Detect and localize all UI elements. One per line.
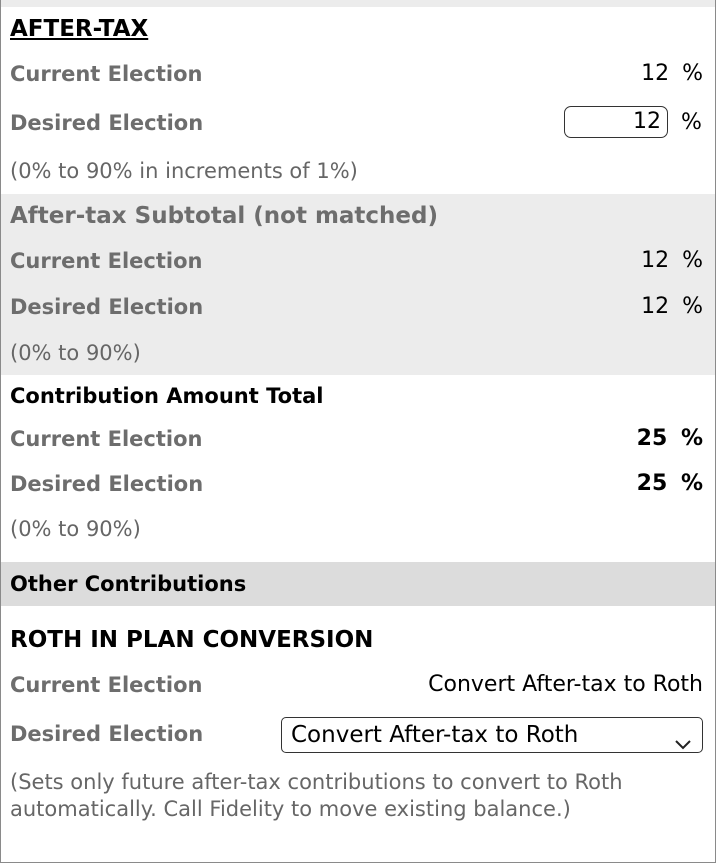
after-tax-current-label: Current Election bbox=[10, 62, 203, 86]
percent-unit: % bbox=[682, 248, 703, 273]
after-tax-subtotal-heading: After-tax Subtotal (not matched) bbox=[10, 203, 439, 229]
other-contributions-band bbox=[1, 562, 715, 606]
after-tax-range-hint: (0% to 90% in increments of 1%) bbox=[10, 159, 358, 183]
total-current-number: 25 bbox=[636, 426, 668, 451]
after-tax-current-number: 12 bbox=[641, 61, 670, 86]
percent-unit: % bbox=[682, 61, 703, 86]
total-desired-number: 25 bbox=[636, 471, 668, 496]
percent-unit: % bbox=[682, 294, 703, 319]
after-tax-desired-label: Desired Election bbox=[10, 111, 204, 135]
roth-hint-line-1: (Sets only future after-tax contributions to convert to Roth bbox=[10, 770, 623, 794]
percent-unit: % bbox=[680, 426, 703, 451]
after-tax-current-value bbox=[641, 61, 703, 86]
after-tax-desired-unit: % bbox=[681, 110, 702, 135]
total-current-value bbox=[637, 426, 703, 451]
after-tax-heading: AFTER-TAX bbox=[10, 16, 149, 42]
total-desired-value bbox=[637, 471, 703, 496]
roth-desired-label: Desired Election bbox=[10, 722, 204, 746]
roth-current-value: Convert After-tax to Roth bbox=[428, 672, 703, 697]
total-range-hint: (0% to 90%) bbox=[10, 517, 141, 541]
roth-current-label: Current Election bbox=[10, 673, 203, 697]
subtotal-range-hint: (0% to 90%) bbox=[10, 341, 141, 365]
chevron-down-icon bbox=[674, 728, 692, 762]
roth-desired-selected: Convert After-tax to Roth bbox=[291, 722, 579, 748]
subtotal-current-value bbox=[641, 248, 703, 273]
top-divider bbox=[1, 0, 715, 7]
subtotal-desired-number: 12 bbox=[641, 294, 670, 319]
roth-hint-line-2: automatically. Call Fidelity to move existing balance.) bbox=[10, 797, 571, 821]
other-contributions-heading: Other Contributions bbox=[10, 572, 247, 596]
contribution-total-heading: Contribution Amount Total bbox=[10, 384, 324, 408]
after-tax-subtotal-section bbox=[1, 194, 715, 375]
subtotal-desired-value bbox=[641, 294, 703, 319]
total-current-label: Current Election bbox=[10, 427, 203, 451]
after-tax-desired-input[interactable]: 12 bbox=[564, 106, 668, 138]
total-desired-label: Desired Election bbox=[10, 472, 204, 496]
subtotal-current-number: 12 bbox=[641, 248, 670, 273]
roth-conversion-heading: ROTH IN PLAN CONVERSION bbox=[10, 627, 374, 653]
subtotal-current-label: Current Election bbox=[10, 249, 203, 273]
subtotal-desired-label: Desired Election bbox=[10, 295, 204, 319]
percent-unit: % bbox=[680, 471, 703, 496]
roth-desired-select[interactable] bbox=[281, 717, 703, 753]
